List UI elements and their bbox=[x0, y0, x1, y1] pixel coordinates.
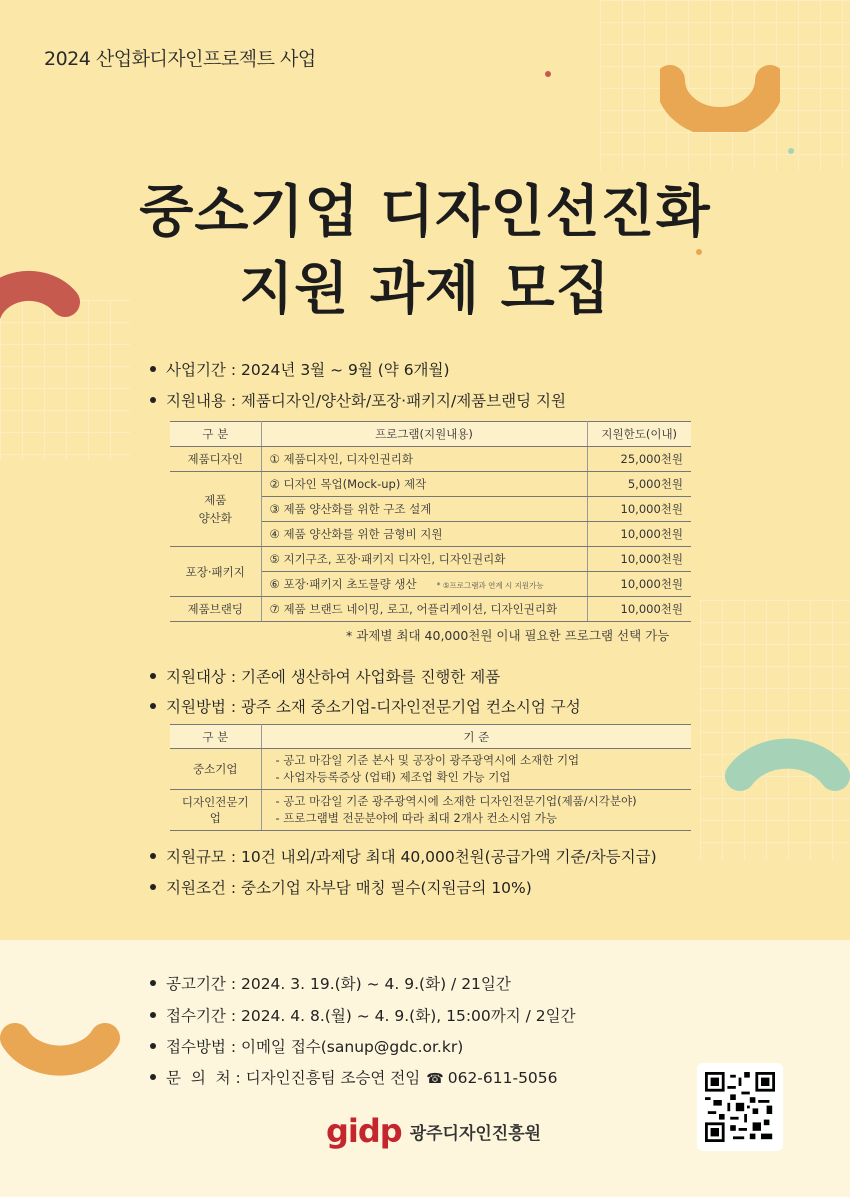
table-cell-category: 디자인전문기업 bbox=[170, 790, 261, 831]
dot-decoration bbox=[788, 148, 794, 154]
table-cell-category: 포장·패키지 bbox=[170, 547, 261, 597]
telephone-icon: ☎ bbox=[426, 1071, 444, 1087]
table-cell-program: ⑦ 제품 브랜드 네이밍, 로고, 어플리케이션, 디자인권리화 bbox=[261, 597, 587, 622]
gidp-logo bbox=[326, 1112, 541, 1150]
phone-number: 062-611-5056 bbox=[447, 1069, 558, 1087]
table-header-row bbox=[170, 725, 691, 749]
criteria-line: - 공고 마감일 기준 광주광역시에 소재한 디자인전문기업(제품/시각분야) bbox=[275, 794, 637, 808]
program-note: * ⑤프로그램과 연계 시 지원가능 bbox=[436, 581, 544, 590]
bullet-icon bbox=[150, 980, 156, 986]
table-cell-limit: 5,000천원 bbox=[587, 472, 691, 497]
table-row bbox=[170, 547, 691, 572]
table-cell-category: 제품브랜딩 bbox=[170, 597, 261, 622]
bullet-icon bbox=[150, 703, 156, 709]
table-header: 구 분 bbox=[170, 422, 261, 447]
criteria-line: - 공고 마감일 기준 본사 및 공장이 광주광역시에 소재한 기업 bbox=[275, 753, 580, 767]
green-arc-right-decoration bbox=[725, 728, 850, 798]
criteria-line: - 사업자등록증상 (업태) 제조업 확인 가능 기업 bbox=[275, 770, 511, 784]
bullet-icon bbox=[150, 673, 156, 679]
table-header: 기 준 bbox=[261, 725, 691, 749]
logo-mark: gidp bbox=[326, 1112, 402, 1150]
table-cell-program: ④ 제품 양산화를 위한 금형비 지원 bbox=[261, 522, 587, 547]
orange-arc-top-decoration bbox=[660, 52, 780, 132]
criteria-table bbox=[170, 724, 691, 831]
schedule-notice: 공고기간 : 2024. 3. 19.(화) ~ 4. 9.(화) / 21일간 bbox=[150, 972, 511, 994]
table-header: 구 분 bbox=[170, 725, 261, 749]
program-footnote: * 과제별 최대 40,000천원 이내 필요한 프로그램 선택 가능 bbox=[346, 628, 670, 643]
table-cell-program: ③ 제품 양산화를 위한 구조 설계 bbox=[261, 497, 587, 522]
table-cell-criteria bbox=[261, 749, 691, 790]
table-row bbox=[170, 447, 691, 472]
project-label: 2024 산업화디자인프로젝트 사업 bbox=[44, 48, 316, 70]
table-cell-program: ⑤ 지기구조, 포장·패키지 디자인, 디자인권리화 bbox=[261, 547, 587, 572]
table-cell-program: ② 디자인 목업(Mock-up) 제작 bbox=[261, 472, 587, 497]
table-row bbox=[170, 790, 691, 831]
table-cell-limit: 10,000천원 bbox=[587, 522, 691, 547]
bullet-icon bbox=[150, 1043, 156, 1049]
main-title-line-2: 지원 과제 모집 bbox=[239, 257, 611, 322]
table-header-row bbox=[170, 422, 691, 447]
schedule-how: 접수방법 : 이메일 접수(sanup@gdc.or.kr) bbox=[150, 1035, 463, 1057]
criteria-line: - 프로그램별 전문분야에 따라 최대 2개사 컨소시엄 가능 bbox=[275, 811, 557, 825]
table-cell-limit: 10,000천원 bbox=[587, 547, 691, 572]
table-cell-category: 제품디자인 bbox=[170, 447, 261, 472]
bullet-icon bbox=[150, 884, 156, 890]
table-cell-category: 중소기업 bbox=[170, 749, 261, 790]
bullet-icon bbox=[150, 397, 156, 403]
program-table bbox=[170, 421, 691, 622]
bullet-icon bbox=[150, 1074, 156, 1080]
table-cell-limit: 10,000천원 bbox=[587, 597, 691, 622]
table-cell-category: 제품 양산화 bbox=[170, 472, 261, 547]
table-cell-program: ⑥ 포장·패키지 초도물량 생산 * ⑤프로그램과 연계 시 지원가능 bbox=[261, 572, 587, 597]
info-content: 지원내용 : 제품디자인/양산화/포장·패키지/제품브랜딩 지원 bbox=[150, 389, 566, 411]
info-method: 지원방법 : 광주 소재 중소기업-디자인전문기업 컨소시엄 구성 bbox=[150, 695, 581, 717]
dot-decoration bbox=[545, 71, 551, 77]
info-period: 사업기간 : 2024년 3월 ~ 9월 (약 6개월) bbox=[150, 358, 450, 380]
qr-code[interactable] bbox=[697, 1063, 783, 1151]
table-header: 프로그램(지원내용) bbox=[261, 422, 587, 447]
main-title-line-1: 중소기업 디자인선진화 bbox=[139, 180, 711, 245]
table-row bbox=[170, 749, 691, 790]
bullet-icon bbox=[150, 366, 156, 372]
table-cell-limit: 10,000천원 bbox=[587, 497, 691, 522]
orange-arc-bottom-decoration bbox=[0, 1010, 130, 1090]
qr-code-pattern bbox=[705, 1071, 775, 1143]
schedule-contact: 문 의 처 : 디자인진흥팀 조승연 전임 ☎ 062-611-5056 bbox=[150, 1066, 558, 1088]
schedule-receipt: 접수기간 : 2024. 4. 8.(월) ~ 4. 9.(화), 15:00까지 / 2일간 bbox=[150, 1004, 576, 1026]
bullet-icon bbox=[150, 1012, 156, 1018]
table-row bbox=[170, 472, 691, 497]
info-condition: 지원조건 : 중소기업 자부담 매칭 필수(지원금의 10%) bbox=[150, 876, 532, 898]
table-cell-program: ① 제품디자인, 디자인권리화 bbox=[261, 447, 587, 472]
table-cell-limit: 25,000천원 bbox=[587, 447, 691, 472]
info-target: 지원대상 : 기존에 생산하여 사업화를 진행한 제품 bbox=[150, 665, 500, 687]
table-cell-limit: 10,000천원 bbox=[587, 572, 691, 597]
logo-name: 광주디자인진흥원 bbox=[409, 1123, 542, 1144]
table-row bbox=[170, 597, 691, 622]
table-cell-criteria bbox=[261, 790, 691, 831]
info-scale: 지원규모 : 10건 내외/과제당 최대 40,000천원(공급가액 기준/차등지급) bbox=[150, 845, 657, 867]
table-header: 지원한도(이내) bbox=[587, 422, 691, 447]
bullet-icon bbox=[150, 853, 156, 859]
